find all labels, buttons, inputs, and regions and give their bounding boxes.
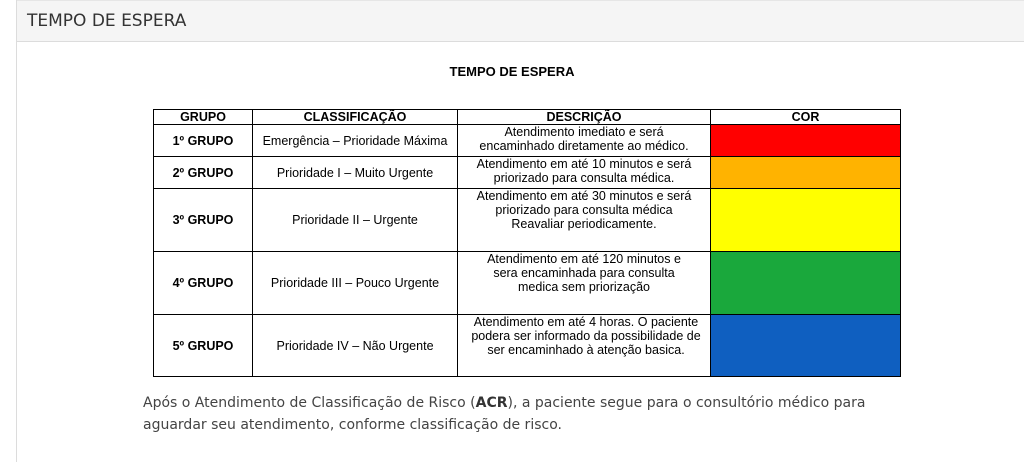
grupo-cell: 5º GRUPO bbox=[154, 315, 253, 377]
footer-text-bold: ACR bbox=[475, 395, 508, 411]
classificacao-cell: Emergência – Prioridade Máxima bbox=[253, 125, 458, 157]
descricao-cell bbox=[458, 315, 711, 377]
color-cell bbox=[711, 125, 901, 157]
descricao-cell bbox=[458, 157, 711, 189]
descricao-text: Atendimento em até 120 minutos e sera encaminhada para consulta medica sem priorização bbox=[487, 252, 681, 294]
color-cell bbox=[711, 157, 901, 189]
panel-header bbox=[17, 0, 1024, 42]
color-swatch-orange bbox=[711, 157, 900, 188]
header-cor: COR bbox=[711, 110, 901, 125]
risk-classification-table bbox=[153, 109, 901, 377]
grupo-cell: 1º GRUPO bbox=[154, 125, 253, 157]
descricao-text: Atendimento em até 30 minutos e será priorizado para consulta médica Reavaliar periodicamente. bbox=[476, 189, 692, 231]
grupo-cell: 4º GRUPO bbox=[154, 252, 253, 315]
descricao-text: Atendimento em até 10 minutos e será priorizado para consulta médica. bbox=[476, 157, 692, 185]
footer-text-after: ), a paciente segue para o consultório médico para aguardar seu atendimento, conforme classificação de risco. bbox=[143, 395, 866, 433]
descricao-cell bbox=[458, 252, 711, 315]
table-row bbox=[154, 125, 901, 157]
classificacao-cell: Prioridade II – Urgente bbox=[253, 189, 458, 252]
panel-title: TEMPO DE ESPERA bbox=[27, 11, 187, 31]
classificacao-cell: Prioridade I – Muito Urgente bbox=[253, 157, 458, 189]
color-cell bbox=[711, 252, 901, 315]
document-title: TEMPO DE ESPERA bbox=[449, 64, 575, 79]
classificacao-cell: Prioridade IV – Não Urgente bbox=[253, 315, 458, 377]
table-row bbox=[154, 189, 901, 252]
footer-text-before: Após o Atendimento de Classificação de Risco ( bbox=[143, 395, 476, 411]
table-row bbox=[154, 252, 901, 315]
table-row bbox=[154, 315, 901, 377]
color-swatch-blue bbox=[711, 315, 900, 376]
color-cell bbox=[711, 315, 901, 377]
descricao-text: Atendimento imediato e será encaminhado diretamente ao médico. bbox=[479, 125, 689, 153]
classificacao-cell: Prioridade III – Pouco Urgente bbox=[253, 252, 458, 315]
header-classificacao: CLASSIFICAÇÃO bbox=[253, 110, 458, 125]
descricao-cell bbox=[458, 189, 711, 252]
grupo-cell: 2º GRUPO bbox=[154, 157, 253, 189]
grupo-cell: 3º GRUPO bbox=[154, 189, 253, 252]
footer-paragraph bbox=[143, 392, 903, 436]
header-grupo: GRUPO bbox=[154, 110, 253, 125]
table-header-row bbox=[154, 110, 901, 125]
color-cell bbox=[711, 189, 901, 252]
color-swatch-yellow bbox=[711, 189, 900, 251]
header-descricao: DESCRIÇÃO bbox=[458, 110, 711, 125]
color-swatch-red bbox=[711, 125, 900, 156]
color-swatch-green bbox=[711, 252, 900, 314]
descricao-cell bbox=[458, 125, 711, 157]
descricao-text: Atendimento em até 4 horas. O paciente podera ser informado da possibilidade de ser encaminhado à atenção basica. bbox=[471, 315, 701, 357]
table-row bbox=[154, 157, 901, 189]
